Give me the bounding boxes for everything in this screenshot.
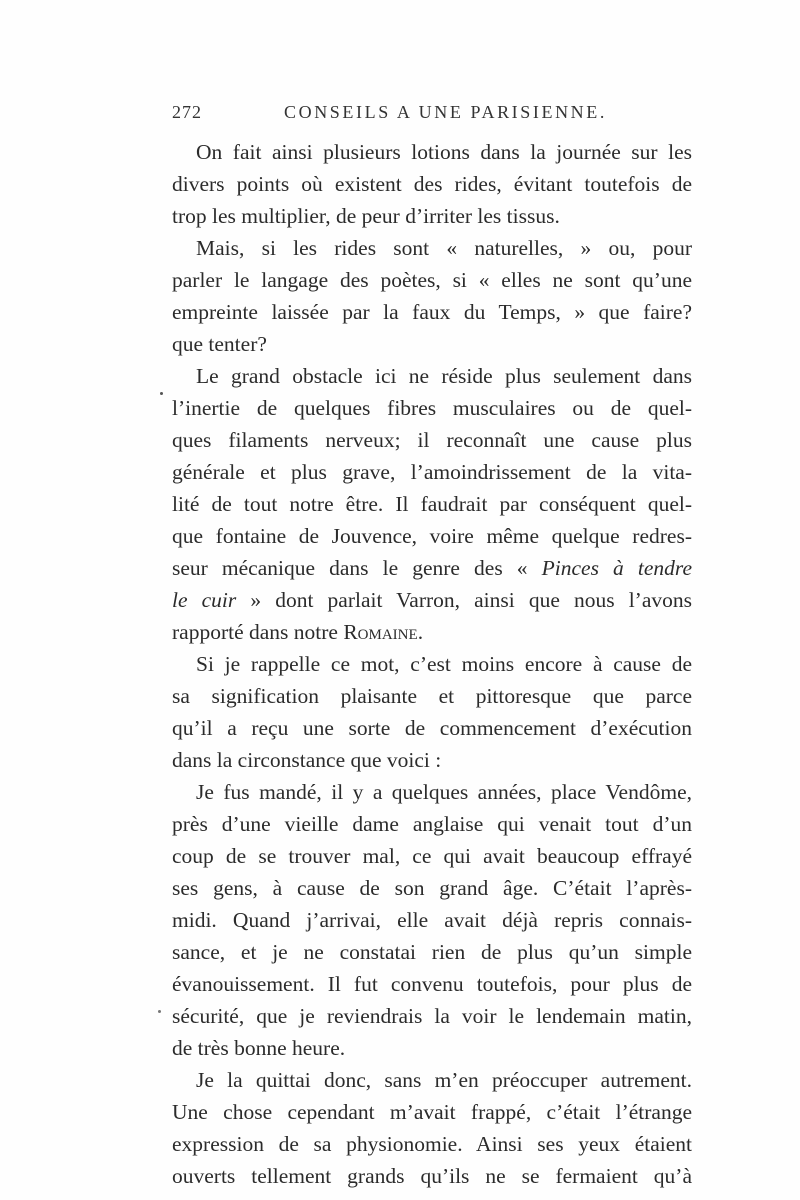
text-segment: » dont parlait Varron, ainsi que nous l’avons — [236, 588, 692, 612]
text-line: divers points où existent des rides, évitant toutefois de — [172, 172, 692, 196]
text-line: évanouissement. Il fut convenu toutefois, pour plus de — [172, 972, 692, 996]
page-number: 272 — [172, 102, 202, 122]
text-line: coup de se trouver mal, ce qui avait beaucoup effrayé — [172, 844, 692, 868]
text-line: ouverts tellement grands qu’ils ne se fermaient qu’à — [172, 1164, 692, 1188]
italic-phrase: le cuir — [172, 588, 237, 612]
text-line: sa signification plaisante et pittoresque que parce — [172, 684, 692, 708]
text-line: lité de tout notre être. Il faudrait par conséquent quel- — [172, 492, 692, 516]
ink-speck — [160, 392, 163, 395]
book-title: Romaine — [343, 620, 418, 644]
body-text — [172, 136, 692, 1192]
text-line: Mais, si les rides sont « naturelles, » ou, pour — [196, 236, 692, 260]
ink-speck — [158, 1010, 161, 1013]
text-line: trop les multiplier, de peur d’irriter les tissus. — [172, 204, 560, 228]
text-line: que fontaine de Jouvence, voire même quelque redres- — [172, 524, 692, 548]
text-line: près d’une vieille dame anglaise qui venait tout d’un — [172, 812, 692, 836]
text-line: sance, et je ne constatai rien de plus qu’un simple — [172, 940, 692, 964]
text-line: sécurité, que je reviendrais la voir le lendemain matin, — [172, 1004, 692, 1028]
running-head — [172, 102, 692, 132]
text-line: de très bonne heure. — [172, 1036, 346, 1060]
text-segment: seur mécanique dans le genre des « — [172, 556, 542, 580]
running-title: CONSEILS A UNE PARISIENNE. — [284, 102, 607, 122]
text-line: Si je rappelle ce mot, c’est moins encore à cause de — [196, 652, 692, 676]
text-line: Une chose cependant m’avait frappé, c’était l’étrange — [172, 1100, 692, 1124]
text-line — [172, 584, 692, 616]
text-line: Je fus mandé, il y a quelques années, place Vendôme, — [196, 780, 692, 804]
text-line: midi. Quand j’arrivai, elle avait déjà repris connais- — [172, 908, 692, 932]
text-line: expression de sa physionomie. Ainsi ses yeux étaient — [172, 1132, 692, 1156]
text-line: On fait ainsi plusieurs lotions dans la journée sur les — [196, 140, 692, 164]
text-line: parler le langage des poètes, si « elles ne sont qu’une — [172, 268, 692, 292]
text-line: générale et plus grave, l’amoindrissement de la vita- — [172, 460, 692, 484]
text-line: que tenter? — [172, 332, 267, 356]
italic-phrase: Pinces à tendre — [541, 556, 693, 580]
text-line: ses gens, à cause de son grand âge. C’était l’après- — [172, 876, 692, 900]
text-line: Je la quittai donc, sans m’en préoccuper autrement. — [196, 1068, 692, 1092]
text-segment: . — [417, 620, 424, 644]
text-line — [172, 616, 692, 648]
text-line — [172, 552, 692, 584]
text-line: l’inertie de quelques fibres musculaires ou de quel- — [172, 396, 692, 420]
text-line: dans la circonstance que voici : — [172, 748, 442, 772]
text-line: ques filaments nerveux; il reconnaît une cause plus — [172, 428, 692, 452]
text-line: qu’il a reçu une sorte de commencement d’exécution — [172, 716, 692, 740]
text-line: Le grand obstacle ici ne réside plus seulement dans — [196, 364, 692, 388]
text-segment: rapporté dans notre — [172, 620, 344, 644]
text-line: empreinte laissée par la faux du Temps, » que faire? — [172, 300, 692, 324]
